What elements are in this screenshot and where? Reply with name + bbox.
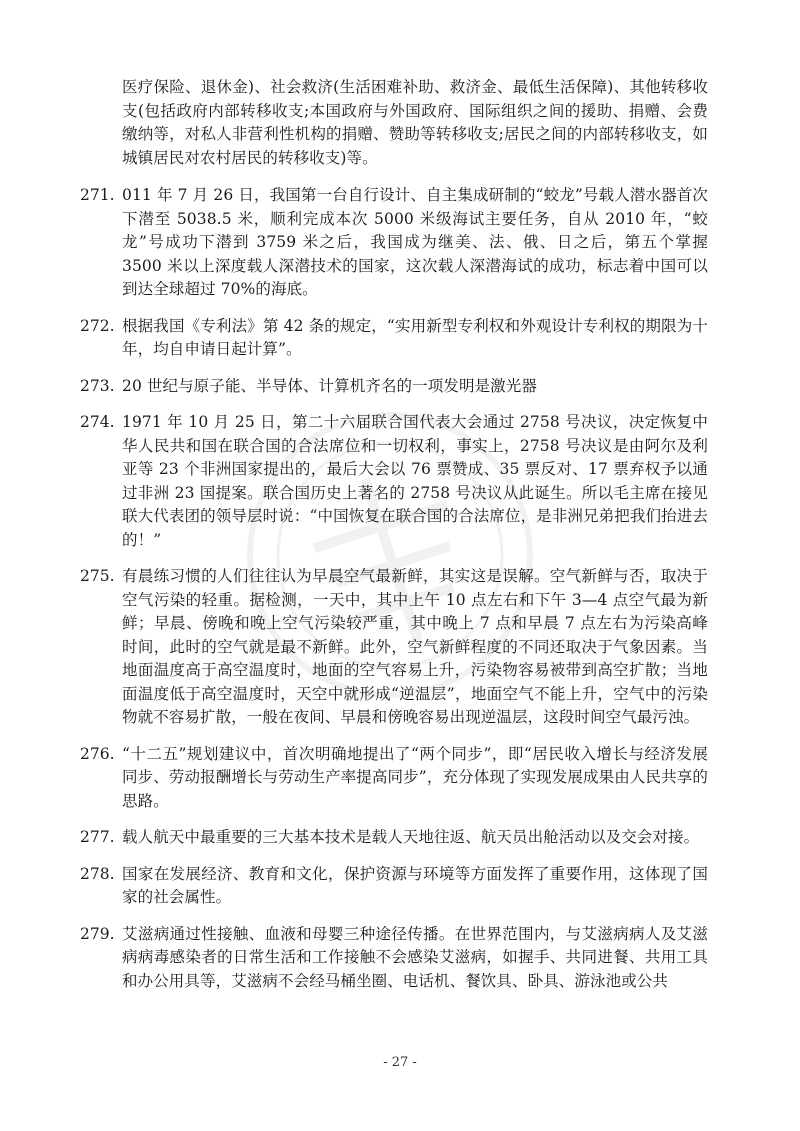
page-number: - 27 - [383,1055,417,1070]
item-number: 272. [80,316,115,335]
item-number: 277. [80,828,115,846]
item-number: 271. [80,186,115,204]
item-text: 艾滋病通过性接触、血液和母婴三种途径传播。在世界范围内，与艾滋病病人及艾滋病病毒感染者的日常生活和工作接触不会感染艾滋病，如握手、共同进餐、共用工具和办公用具等，艾滋病不会经马桶坐圈、电话机、餐饮具、卧具、游泳池或公共 [122,924,708,990]
list-item [80,375,708,399]
list-item [80,411,708,552]
list-item [80,826,708,850]
item-text: 1971 年 10 月 25 日，第二十六届联合国代表大会通过 2758 号决议，决定恢复中华人民共和国在联合国的合法席位和一切权利，事实上，2758 号决议是由阿尔及利亚等 23 个非洲国家提出的，最后大会以 76 票赞成、35 票反对、17 票弃权予以通过非洲 23 国提案。联合国历史上著名的 2758 号决议从此诞生。所以毛主席在接见联大代表团的领导层时说：“中国恢复在联合国的合法席位，是非洲兄弟把我们抬进去的！” [122,413,708,549]
item-number: 273. [80,376,115,395]
item-number: 275. [80,567,115,585]
continuation-paragraph: 医疗保险、退休金)、社会救济(生活困难补助、救济金、最低生活保障)、其他转移收支(包括政府内部转移收支;本国政府与外国政府、国际组织之间的援助、捐赠、会费缴纳等，对私人非营利性机构的捐赠、赞助等转移收支;居民之间的内部转移收支，如城镇居民对农村居民的转移收支)等。 [122,78,708,167]
list-item [80,565,708,730]
item-text: 20 世纪与原子能、半导体、计算机齐名的一项发明是激光器 [122,376,537,395]
item-text: 载人航天中最重要的三大基本技术是载人天地往返、航天员出舱活动以及交会对接。 [122,828,700,846]
item-number: 276. [80,744,115,763]
item-text: “十二五”规划建议中，首次明确地提出了“两个同步”，即“居民收入增长与经济发展同步、劳动报酬增长与劳动生产率提高同步”，充分体现了实现发展成果由人民共享的思路。 [122,744,708,810]
list-item [80,863,708,910]
item-number: 279. [80,924,115,943]
list-item [80,315,708,362]
document-body [80,76,708,1006]
item-text: 根据我国《专利法》第 42 条的规定，“实用新型专利权和外观设计专利权的期限为十年，均自申请日起计算”。 [122,316,708,358]
list-item [80,923,708,994]
list-item [80,743,708,814]
item-number: 278. [80,864,115,883]
item-text: 国家在发展经济、教育和文化，保护资源与环境等方面发挥了重要作用，这体现了国家的社会属性。 [122,864,708,906]
item-text: 有晨练习惯的人们往往认为早晨空气最新鲜，其实这是误解。空气新鲜与否，取决于空气污染的轻重。据检测，一天中，其中上午 10 点左右和下午 3—4 点空气最为新鲜；早晨、傍晚和晚上空气污染较严重，其中晚上 7 点和早晨 7 点左右为污染高峰时间，此时的空气就是最不新鲜。此外，空气新鲜程度的不同还取决于气象因素。当地面温度高于高空温度时，地面的空气容易上升，污染物容易被带到高空扩散；当地面温度低于高空温度时，天空中就形成“逆温层”，地面空气不能上升，空气中的污染物就不容易扩散，一般在夜间、早晨和傍晚容易出现逆温层，这段时间空气最污浊。 [122,567,708,726]
list-item [80,184,708,302]
item-text: 011 年 7 月 26 日，我国第一台自行设计、自主集成研制的“蛟龙”号载人潜水器首次下潜至 5038.5 米，顺利完成本次 5000 米级海试主要任务，自从 2010 年，“蛟龙”号成功下潜到 3759 米之后，我国成为继美、法、俄、日之后，第五个掌握 3500 米以上深度载人深潜技术的国家，这次载人深潜海试的成功，标志着中国可以到达全球超过 70%的海底。 [122,186,708,298]
item-number: 274. [80,413,115,431]
